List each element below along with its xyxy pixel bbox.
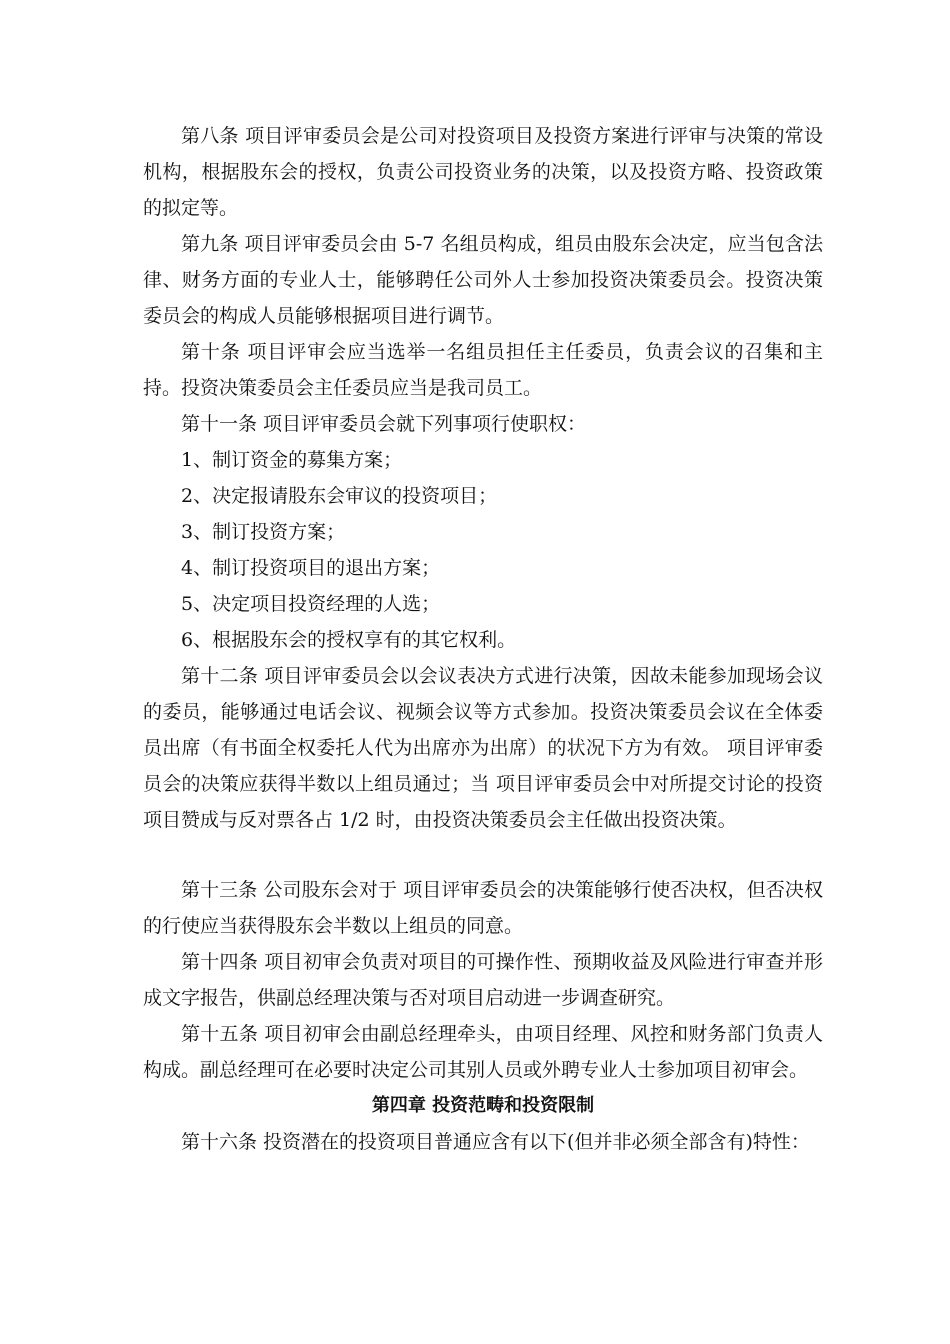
list-item: 3、制订投资方案； [181,521,346,543]
article-15: 第十五条 项目初审会由副总经理牵头，由项目经理、风控和财务部门负责人构成。副总经理可在必要时决定公司其别人员或外聘专业人士参加项目初审会。 [143,1023,823,1081]
chapter-heading: 第四章 投资范畴和投资限制 [371,1095,595,1116]
article-14: 第十四条 项目初审会负责对项目的可操作性、预期收益及风险进行审查并形成文字报告，供副总经理决策与否对项目启动进一步调查研究。 [143,951,823,1009]
article-16: 第十六条 投资潜在的投资项目普通应含有以下(但并非必须全部含有)特性： [181,1131,810,1153]
paragraph-spacer [143,838,823,872]
article-11: 第十一条 项目评审委员会就下列事项行使职权： [181,413,587,435]
list-item: 5、决定项目投资经理的人选； [181,593,441,615]
list-item: 4、制订投资项目的退出方案； [181,557,441,579]
list-item: 1、制订资金的募集方案； [181,449,403,471]
document-body [143,118,823,1160]
list-item: 2、决定报请股东会审议的投资项目； [181,485,498,507]
article-12: 第十二条 项目评审委员会以会议表决方式进行决策，因故未能参加现场会议的委员，能够通过电话会议、视频会议等方式参加。投资决策委员会议在全体委员出席（有书面全权委托人代为出席亦为出席）的状况下方为有效。 项目评审委员会的决策应获得半数以上组员通过；当 项目评审委员会中对所提交讨论的投资项目赞成与反对票各占 1/2 时，由投资决策委员会主任做出投资决策。 [143,665,823,831]
article-8: 第八条 项目评审委员会是公司对投资项目及投资方案进行评审与决策的常设机构，根据股东会的授权，负责公司投资业务的决策，以及投资方略、投资政策的拟定等。 [143,125,823,219]
article-9: 第九条 项目评审委员会由 5-7 名组员构成，组员由股东会决定，应当包含法律、财务方面的专业人士，能够聘任公司外人士参加投资决策委员会。投资决策委员会的构成人员能够根据项目进行调节。 [143,233,823,327]
list-item: 6、根据股东会的授权享有的其它权利。 [181,629,517,651]
article-13: 第十三条 公司股东会对于 项目评审委员会的决策能够行使否决权，但否决权的行使应当获得股东会半数以上组员的同意。 [143,879,823,937]
article-10: 第十条 项目评审会应当选举一名组员担任主任委员，负责会议的召集和主持。投资决策委员会主任委员应当是我司员工。 [143,341,823,399]
